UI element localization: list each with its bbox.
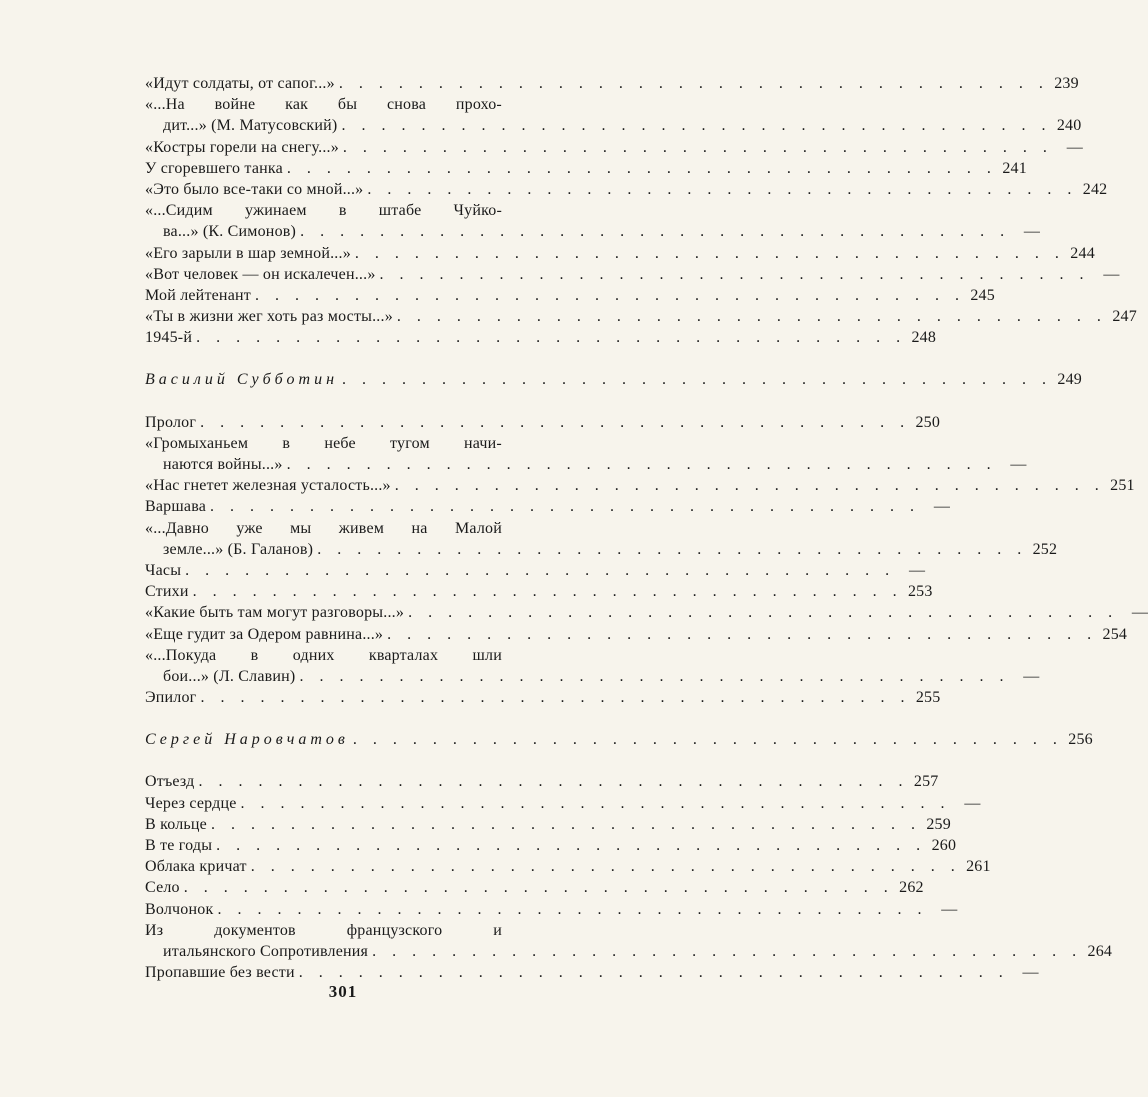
toc-word: уже <box>236 519 263 537</box>
toc-entry-page: 244 <box>1070 244 1095 262</box>
toc-entry-title: Пропавшие без вести <box>145 964 295 982</box>
toc-entry-page: 239 <box>1054 75 1079 92</box>
toc-word: одних <box>292 646 335 664</box>
toc-word: войне <box>214 96 256 114</box>
toc-entry-title: Стихи <box>145 583 189 601</box>
toc-entry-title: Мой лейтенант <box>145 286 251 304</box>
toc-word: кварталах <box>368 646 439 664</box>
toc-word: штабе <box>378 202 422 220</box>
section-spacer <box>145 391 502 412</box>
toc-word: начи- <box>463 434 502 452</box>
dot-leader: . . . . . . . . . . . . . . . . . . . . . . . . . . . . . . . . . . . . <box>298 964 1009 982</box>
toc-entry-page: — <box>1023 667 1040 685</box>
toc-entry-title: бои...» (Л. Славин) <box>163 667 296 685</box>
toc-entry-first-line <box>145 94 502 115</box>
toc-word: «...Сидим <box>145 202 213 220</box>
toc-entry <box>145 475 1135 496</box>
toc-entry <box>145 454 1027 475</box>
toc-entry-page: 264 <box>1087 942 1113 960</box>
toc-entry-page: — <box>1066 138 1083 156</box>
toc-entry-title: В кольце <box>145 815 207 833</box>
section-spacer <box>145 708 502 729</box>
toc-word: прохо- <box>455 96 502 114</box>
toc-entry-title: У сгоревшего танка <box>145 159 283 177</box>
toc-entry-page: 261 <box>966 858 991 876</box>
section-spacer <box>145 750 502 771</box>
toc-word: шли <box>472 646 502 664</box>
toc-entry <box>145 899 958 920</box>
toc-entry-page: — <box>1022 964 1039 982</box>
toc-entry-page: 247 <box>1112 308 1137 326</box>
toc-entry-page: — <box>1010 456 1027 473</box>
toc-entry-first-line <box>145 433 502 454</box>
dot-leader: . . . . . . . . . . . . . . . . . . . . . . . . . . . . . . . . . . . . <box>352 731 1063 749</box>
toc-entry <box>145 496 951 517</box>
toc-entry-title: «Еще гудит за Одером равнина...» <box>145 625 384 643</box>
toc-entry-title: «Идут солдаты, от сапог...» <box>145 75 335 92</box>
toc-entry-title: «Ты в жизни жег хоть раз мосты...» <box>145 308 393 326</box>
dot-leader: . . . . . . . . . . . . . . . . . . . . . . . . . . . . . . . . . . . . <box>394 477 1105 495</box>
toc-entry-title: В те годы <box>145 837 213 854</box>
dot-leader: . . . . . . . . . . . . . . . . . . . . . . . . . . . . . . . . . . . . <box>317 540 1028 558</box>
toc-entry-page: — <box>1103 265 1120 283</box>
toc-entry-title: дит...» (М. Матусовский) <box>163 117 338 135</box>
toc-entry <box>145 814 951 835</box>
toc-entry-title: «Вот человек — он искалечен...» <box>145 265 376 283</box>
toc-word: «...На <box>145 96 185 114</box>
toc-entry-page: — <box>933 498 951 516</box>
toc-entry <box>145 877 924 898</box>
toc-entry-page: 254 <box>1102 625 1128 643</box>
table-of-contents <box>145 73 1148 983</box>
toc-entry-page: 252 <box>1032 540 1058 558</box>
author-heading <box>145 369 1082 390</box>
dot-leader: . . . . . . . . . . . . . . . . . . . . . . . . . . . . . . . . . . . . <box>196 329 907 347</box>
toc-word: мы <box>290 519 312 537</box>
toc-word: живем <box>338 519 385 537</box>
dot-leader: . . . . . . . . . . . . . . . . . . . . . . . . . . . . . . . . . . . . <box>341 117 1052 135</box>
toc-entry-title: Облака кричат <box>145 858 247 876</box>
toc-entry-page: — <box>908 561 926 579</box>
toc-entry-first-line <box>145 518 502 539</box>
toc-entry <box>145 771 939 792</box>
toc-entry-page: 253 <box>907 583 933 601</box>
toc-word: бы <box>337 96 358 114</box>
toc-entry-page: 255 <box>915 689 941 707</box>
dot-leader: . . . . . . . . . . . . . . . . . . . . . . . . . . . . . . . . . . . . <box>342 138 1053 156</box>
toc-entry <box>145 306 1137 327</box>
toc-entry-title: наются войны...» <box>163 456 283 473</box>
toc-entry <box>145 264 1120 285</box>
toc-entry-page: 251 <box>1110 477 1135 495</box>
toc-word: Малой <box>454 519 502 537</box>
dot-leader: . . . . . . . . . . . . . . . . . . . . . . . . . . . . . . . . . . . . <box>408 604 1119 622</box>
author-name: Василий Субботин <box>145 371 338 389</box>
dot-leader: . . . . . . . . . . . . . . . . . . . . . . . . . . . . . . . . . . . . <box>299 667 1010 685</box>
toc-word: небе <box>324 434 356 452</box>
dot-leader: . . . . . . . . . . . . . . . . . . . . . . . . . . . . . . . . . . . . <box>200 413 911 431</box>
toc-entry-page: — <box>1131 604 1148 622</box>
dot-leader: . . . . . . . . . . . . . . . . . . . . . . . . . . . . . . . . . . . . <box>192 583 903 601</box>
toc-entry-page: — <box>1023 223 1041 241</box>
dot-leader: . . . . . . . . . . . . . . . . . . . . . . . . . . . . . . . . . . . . <box>216 837 927 854</box>
toc-entry-title: Село <box>145 879 180 897</box>
toc-entry-title: Пролог <box>145 413 197 431</box>
toc-word: Из <box>145 921 164 939</box>
toc-entry <box>145 666 1040 687</box>
page-number: 301 <box>328 982 358 1001</box>
toc-entry <box>145 602 1148 623</box>
toc-entry-page: 245 <box>970 286 995 304</box>
dot-leader: . . . . . . . . . . . . . . . . . . . . . . . . . . . . . . . . . . . . <box>198 773 909 791</box>
toc-entry <box>145 687 941 708</box>
toc-word: как <box>285 96 309 114</box>
toc-entry-title: Отъезд <box>145 773 195 791</box>
toc-entry-page: 241 <box>1002 159 1027 177</box>
toc-entry-title: Эпилог <box>145 689 197 707</box>
dot-leader: . . . . . . . . . . . . . . . . . . . . . . . . . . . . . . . . . . . . <box>183 879 894 897</box>
toc-entry <box>145 327 937 348</box>
dot-leader: . . . . . . . . . . . . . . . . . . . . . . . . . . . . . . . . . . . . <box>342 371 1052 389</box>
toc-entry-title: Через сердце <box>145 794 237 812</box>
toc-entry <box>145 581 933 602</box>
dot-leader: . . . . . . . . . . . . . . . . . . . . . . . . . . . . . . . . . . . . <box>286 456 997 473</box>
toc-entry-page: 250 <box>915 413 941 431</box>
toc-entry <box>145 179 1108 200</box>
toc-word: в <box>250 646 259 664</box>
toc-entry-title: Варшава <box>145 498 207 516</box>
toc-entry-title: ва...» (К. Симонов) <box>163 223 297 241</box>
toc-entry-page: 260 <box>931 837 957 854</box>
dot-leader: . . . . . . . . . . . . . . . . . . . . . . . . . . . . . . . . . . . . <box>367 180 1078 198</box>
toc-word: французского <box>346 921 443 939</box>
toc-entry-page: 242 <box>1082 180 1108 198</box>
toc-entry-title: Волчонок <box>145 900 214 918</box>
dot-leader: . . . . . . . . . . . . . . . . . . . . . . . . . . . . . . . . . . . . <box>210 815 921 833</box>
dot-leader: . . . . . . . . . . . . . . . . . . . . . . . . . . . . . . . . . . . . <box>372 942 1083 960</box>
toc-entry <box>145 835 957 856</box>
toc-entry-title: итальянского Сопротивления <box>163 942 369 960</box>
toc-entry <box>145 158 1027 179</box>
toc-word: на <box>411 519 428 537</box>
author-heading <box>145 729 1093 750</box>
toc-entry-title: Часы <box>145 561 182 579</box>
toc-entry <box>145 539 1058 560</box>
toc-entry-page: 262 <box>899 879 924 897</box>
toc-entry <box>145 793 981 814</box>
dot-leader: . . . . . . . . . . . . . . . . . . . . . . . . . . . . . . . . . . . . <box>286 159 997 177</box>
toc-entry <box>145 941 1113 962</box>
author-name: Сергей Наровчатов <box>145 731 349 749</box>
toc-word: «...Покуда <box>145 646 217 664</box>
dot-leader: . . . . . . . . . . . . . . . . . . . . . . . . . . . . . . . . . . . . <box>240 794 951 812</box>
toc-word: документов <box>214 921 296 939</box>
toc-entry-title: «Его зарыли в шар земной...» <box>145 244 351 262</box>
toc-word: «...Давно <box>145 519 209 537</box>
toc-entry <box>145 137 1083 158</box>
toc-entry-page: 257 <box>913 773 939 791</box>
toc-entry-title: 1945-й <box>145 329 193 347</box>
toc-word: и <box>493 921 502 939</box>
toc-entry-title: «Нас гнетет железная усталость...» <box>145 477 391 495</box>
toc-entry <box>145 243 1095 264</box>
toc-entry <box>145 221 1041 242</box>
dot-leader: . . . . . . . . . . . . . . . . . . . . . . . . . . . . . . . . . . . . <box>217 900 928 918</box>
toc-entry-page: 256 <box>1068 731 1093 749</box>
toc-entry <box>145 73 1079 94</box>
toc-entry-title: «Костры горели на снегу...» <box>145 138 339 156</box>
toc-word: в <box>338 202 347 220</box>
toc-entry <box>145 962 1039 983</box>
dot-leader: . . . . . . . . . . . . . . . . . . . . . . . . . . . . . . . . . . . . <box>300 223 1011 241</box>
toc-word: ужинаем <box>245 202 307 220</box>
dot-leader: . . . . . . . . . . . . . . . . . . . . . . . . . . . . . . . . . . . . <box>200 689 911 707</box>
dot-leader: . . . . . . . . . . . . . . . . . . . . . . . . . . . . . . . . . . . . <box>354 244 1065 262</box>
toc-word: тугом <box>390 434 430 452</box>
toc-entry-page: 249 <box>1057 371 1082 389</box>
toc-entry <box>145 115 1082 136</box>
dot-leader: . . . . . . . . . . . . . . . . . . . . . . . . . . . . . . . . . . . . <box>338 75 1049 92</box>
dot-leader: . . . . . . . . . . . . . . . . . . . . . . . . . . . . . . . . . . . . <box>396 308 1107 326</box>
section-spacer <box>145 348 502 369</box>
toc-entry-page: 248 <box>911 329 937 347</box>
toc-entry <box>145 856 991 877</box>
dot-leader: . . . . . . . . . . . . . . . . . . . . . . . . . . . . . . . . . . . . <box>250 858 961 876</box>
toc-entry-page: — <box>941 900 958 918</box>
toc-word: «Громыханьем <box>145 434 249 452</box>
dot-leader: . . . . . . . . . . . . . . . . . . . . . . . . . . . . . . . . . . . . <box>210 498 921 516</box>
toc-entry <box>145 285 995 306</box>
toc-entry-title: земле...» (Б. Галанов) <box>163 540 314 558</box>
toc-entry-title: «Это было все-таки со мной...» <box>145 180 364 198</box>
dot-leader: . . . . . . . . . . . . . . . . . . . . . . . . . . . . . . . . . . . . <box>387 625 1098 643</box>
toc-entry-first-line <box>145 200 502 221</box>
toc-entry-first-line <box>145 920 502 941</box>
dot-leader: . . . . . . . . . . . . . . . . . . . . . . . . . . . . . . . . . . . . <box>254 286 965 304</box>
toc-entry-page: 259 <box>926 815 951 833</box>
toc-entry-title: «Какие быть там могут разговоры...» <box>145 604 405 622</box>
dot-leader: . . . . . . . . . . . . . . . . . . . . . . . . . . . . . . . . . . . . <box>185 561 896 579</box>
dot-leader: . . . . . . . . . . . . . . . . . . . . . . . . . . . . . . . . . . . . <box>379 265 1090 283</box>
toc-entry <box>145 412 941 433</box>
toc-entry-page: 240 <box>1056 117 1082 135</box>
toc-entry <box>145 624 1128 645</box>
toc-entry <box>145 560 926 581</box>
toc-entry-page: — <box>964 794 981 812</box>
toc-entry-first-line <box>145 645 502 666</box>
toc-word: снова <box>386 96 427 114</box>
toc-word: в <box>282 434 291 452</box>
toc-word: Чуйко- <box>453 202 502 220</box>
